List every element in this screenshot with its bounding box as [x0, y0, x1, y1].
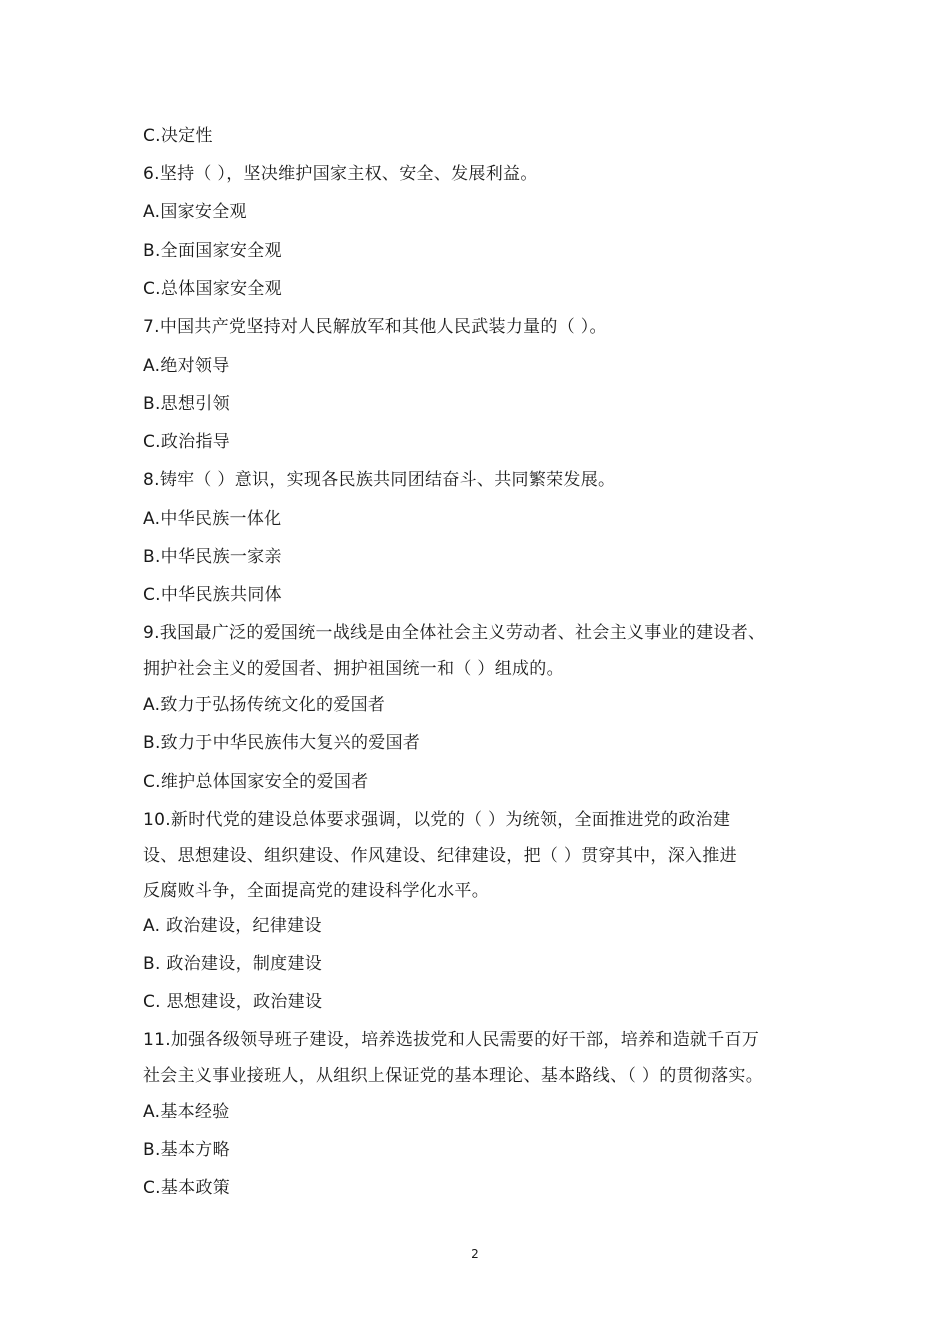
question-10-line-1: 10.新时代党的建设总体要求强调，以党的（ ）为统领，全面推进党的政治建 [143, 810, 731, 830]
option-11b: B.基本方略 [143, 1140, 230, 1160]
question-10-line-2: 设、思想建设、组织建设、作风建设、纪律建设，把（ ）贯穿其中，深入推进 [143, 846, 737, 866]
option-9b: B.致力于中华民族伟大复兴的爱国者 [143, 733, 421, 753]
option-7c: C.政治指导 [143, 432, 231, 452]
option-6b: B.全面国家安全观 [143, 241, 282, 261]
option-5c: C.决定性 [143, 126, 213, 146]
option-11c: C.基本政策 [143, 1178, 231, 1198]
option-9a: A.致力于弘扬传统文化的爱国者 [143, 695, 386, 715]
page-number: 2 [471, 1247, 479, 1261]
option-6a: A.国家安全观 [143, 202, 247, 222]
question-9-line-2: 拥护社会主义的爱国者、拥护祖国统一和（ ）组成的。 [143, 659, 564, 679]
option-10c: C. 思想建设，政治建设 [143, 992, 323, 1012]
option-11a: A.基本经验 [143, 1102, 230, 1122]
option-6c: C.总体国家安全观 [143, 279, 282, 299]
question-11-line-2: 社会主义事业接班人，从组织上保证党的基本理论、基本路线、（ ）的贯彻落实。 [143, 1066, 764, 1086]
option-8c: C.中华民族共同体 [143, 585, 282, 605]
question-8: 8.铸牢（ ）意识，实现各民族共同团结奋斗、共同繁荣发展。 [143, 470, 616, 490]
option-10b: B. 政治建设，制度建设 [143, 954, 323, 974]
question-6: 6.坚持（ ），坚决维护国家主权、安全、发展利益。 [143, 164, 538, 184]
option-7b: B.思想引领 [143, 394, 230, 414]
question-7: 7.中国共产党坚持对人民解放军和其他人民武装力量的（ ）。 [143, 317, 607, 337]
question-11-line-1: 11.加强各级领导班子建设，培养选拔党和人民需要的好干部，培养和造就千百万 [143, 1030, 760, 1050]
option-9c: C.维护总体国家安全的爱国者 [143, 772, 369, 792]
option-8b: B.中华民族一家亲 [143, 547, 282, 567]
option-7a: A.绝对领导 [143, 356, 230, 376]
option-8a: A.中华民族一体化 [143, 509, 282, 529]
question-10-line-3: 反腐败斗争，全面提高党的建设科学化水平。 [143, 881, 489, 901]
option-10a: A. 政治建设，纪律建设 [143, 916, 322, 936]
question-9-line-1: 9.我国最广泛的爱国统一战线是由全体社会主义劳动者、社会主义事业的建设者、 [143, 623, 766, 643]
